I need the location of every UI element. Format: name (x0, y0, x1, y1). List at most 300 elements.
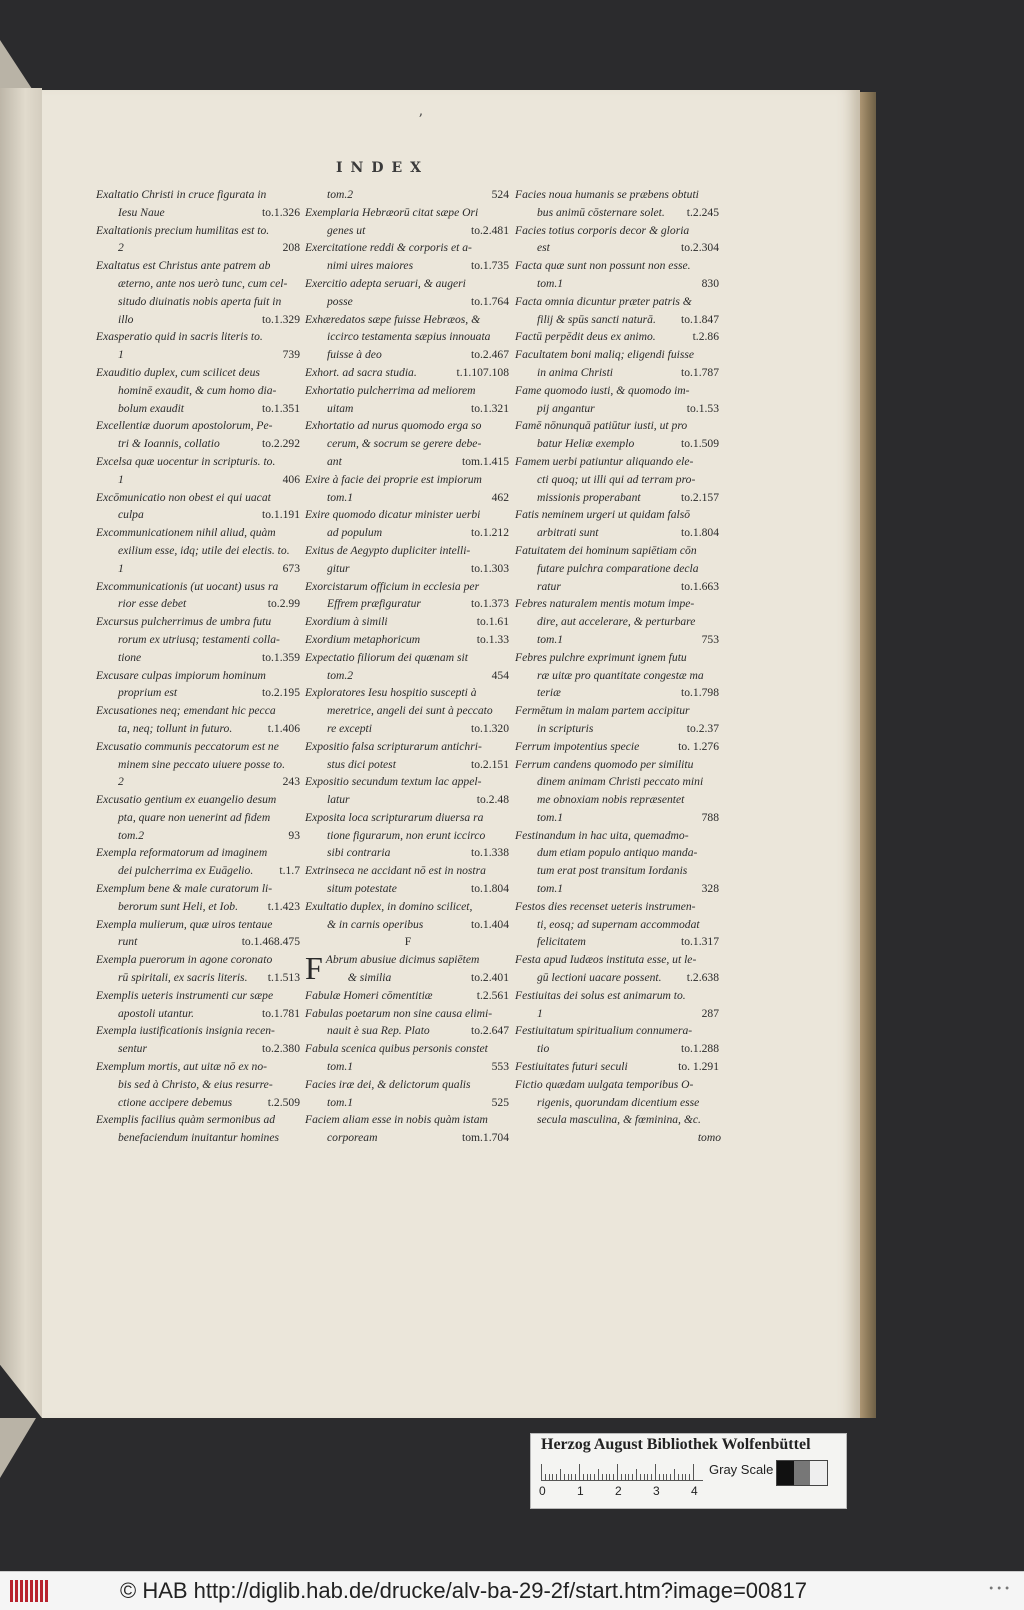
gray-swatch (776, 1460, 828, 1486)
ruler-tick (613, 1474, 614, 1480)
index-line: Exercitio adepta seruari, & augeri (305, 276, 466, 290)
index-line (326, 969, 511, 987)
index-entry-text: bolum exaudit (118, 401, 185, 415)
index-page-ref: to.1.329 (261, 312, 300, 326)
index-line: bis sed à Christo, & eius resurre- (118, 1077, 273, 1091)
index-line (96, 400, 302, 418)
index-line: Febres naturalem mentis motum impe- (515, 597, 695, 611)
index-line: Exemplaria Hebræorū citat sæpe Ori (305, 205, 479, 219)
index-line (515, 524, 721, 542)
ruler-tick (621, 1474, 622, 1480)
index-entry-text: teriæ (537, 686, 561, 700)
index-line (96, 435, 302, 453)
index-line (305, 364, 511, 382)
index-line: Fabula scenica quibus personis constet (305, 1042, 488, 1056)
index-entry-text: runt (118, 935, 138, 949)
index-page-ref: to.2.37 (686, 721, 719, 735)
index-line: Fictio quædam uulgata temporibus O- (515, 1077, 694, 1091)
index-page-ref: to.2.467 (470, 348, 509, 362)
index-column-2 (305, 186, 511, 1147)
index-line (515, 969, 721, 987)
ruler-tick (659, 1474, 660, 1480)
index-line: Festiuitas dei solus est animarum to. (515, 988, 686, 1002)
previous-page-edge (0, 88, 42, 1418)
index-line (305, 916, 511, 934)
index-page-ref: to.1.326 (261, 205, 300, 219)
index-page-ref: to.1.359 (261, 650, 300, 664)
index-page-ref: to. 1.291 (678, 1060, 719, 1074)
index-page-ref: to.2.401 (470, 971, 509, 985)
index-line: Exitus de Aegypto dupliciter intelli- (305, 543, 471, 557)
index-page-ref: to.1.33 (476, 632, 509, 646)
ruler-tick (587, 1474, 588, 1480)
index-line (96, 1005, 302, 1023)
index-line: Exaltatio Christi in cruce figurata in (96, 188, 267, 201)
index-line: futare pulchra comparatione decla (537, 561, 699, 575)
index-page-ref: to.1.804 (680, 526, 719, 540)
ruler-tick (545, 1474, 546, 1480)
ruler-tick (575, 1474, 576, 1480)
index-page-ref: 525 (491, 1095, 509, 1109)
index-line (96, 560, 302, 578)
index-line (305, 667, 511, 685)
index-page-ref: 673 (282, 561, 300, 575)
index-line (96, 969, 302, 987)
index-page-ref: to.1.468.475 (241, 935, 300, 949)
index-line: dum etiam populo antiquo manda- (537, 846, 698, 860)
ruler-tick (541, 1464, 542, 1480)
ruler-tick (579, 1464, 580, 1480)
ruler-tick (594, 1474, 595, 1480)
index-page-ref: 553 (491, 1060, 509, 1074)
index-line (305, 222, 511, 240)
index-line: Exemplis facilius quàm sermonibus ad (96, 1113, 276, 1127)
index-entry-text: pij angantur (537, 401, 595, 415)
index-line (515, 489, 721, 507)
index-line: tomo (697, 1131, 721, 1145)
index-entry-text: Effrem præfiguratur (327, 597, 421, 611)
index-line: Exempla mulierum, quæ uiros tentaue (96, 917, 273, 931)
ruler-tick (632, 1474, 633, 1480)
index-line (515, 328, 721, 346)
ruler-number: 1 (577, 1484, 584, 1498)
index-line: Festinandum in hac uita, quemadmo- (515, 828, 689, 842)
index-line: Exauditio duplex, cum scilicet deus (96, 365, 260, 379)
index-line (515, 364, 721, 382)
index-entry-text: tri & Ioannis, collatio (118, 437, 220, 451)
index-line: Fabulas poetarum non sine causa elimi- (305, 1006, 493, 1020)
more-options-icon[interactable]: ••• (988, 1584, 1012, 1595)
index-line (96, 595, 302, 613)
index-line: Exaltatus est Christus ante patrem ab (96, 259, 271, 273)
ruler-tick (678, 1474, 679, 1480)
index-page-ref: t.2.245 (686, 205, 719, 219)
scale-ruler (541, 1462, 703, 1481)
index-page-ref: to.1.847 (680, 312, 719, 326)
index-line: Exasperatio quid in sacris literis to. (96, 330, 263, 344)
index-entry-text: 2 (118, 775, 124, 789)
index-entry-text: & in carnis operibus (327, 917, 424, 931)
index-page-ref: to.1.303 (470, 561, 509, 575)
index-line: Facies totius corporis decor & gloria (515, 223, 690, 237)
index-line (515, 1005, 721, 1023)
index-entry-text: situm potestate (327, 882, 397, 896)
index-line: Faciem aliam esse in nobis quàm istam (305, 1113, 488, 1127)
index-line: Excelsa quæ uocentur in scripturis. to. (96, 454, 276, 468)
scale-title: Herzog August Bibliothek Wolfenbüttel (541, 1436, 811, 1453)
index-line: Fatis neminem urgeri ut quidam falsō (515, 508, 691, 522)
index-line (305, 453, 511, 471)
index-line (96, 720, 302, 738)
index-entry-text: proprium est (118, 686, 178, 700)
index-line (305, 346, 511, 364)
index-page-ref: to.2.48 (476, 793, 509, 807)
index-line: Excusationes neq; emendant hic pecca (96, 704, 276, 718)
ruler-tick (590, 1474, 591, 1480)
index-line: Facta omnia dicuntur præter patris & (515, 294, 692, 308)
page-top-mark: ʼ (418, 112, 423, 128)
index-entry-text: 2 (118, 241, 124, 255)
index-line: cerum, & socrum se gerere debe- (327, 437, 482, 451)
index-line: Excommunicationem nihil aliud, quàm (96, 526, 276, 540)
index-entry-text: batur Heliæ exemplo (537, 437, 635, 451)
index-line: Exempla reformatorum ad imaginem (96, 846, 268, 860)
index-page-ref: to.1.663 (680, 579, 719, 593)
index-line (96, 1094, 302, 1112)
ruler-tick (609, 1474, 610, 1480)
index-line: dinem animam Christi peccato mini (537, 775, 704, 789)
index-entry-text: tom.2 (327, 188, 354, 201)
index-line: cti quoq; ut illi qui ad terram pro- (537, 472, 696, 486)
index-entry-text: arbitrati sunt (537, 526, 599, 540)
index-line: Fermētum in malam partem accipitur (515, 704, 690, 718)
index-line: meretrice, angeli dei sunt à peccato (327, 704, 493, 718)
index-line: Facta quæ sunt non possunt non esse. (515, 259, 691, 273)
ruler-tick (636, 1469, 637, 1480)
index-line (96, 684, 302, 702)
index-line: Exorcistarum officium in ecclesia per (305, 579, 480, 593)
index-line: Febres pulchre exprimunt ignem futu (515, 650, 687, 664)
index-page-ref: t.1.423 (267, 899, 300, 913)
index-entry-text: 1 (118, 561, 124, 575)
index-line (96, 649, 302, 667)
index-entry-text: tom.1 (537, 276, 564, 290)
index-entry-text: berorum sunt Heli, et Iob. (118, 899, 239, 913)
index-page-ref: t.2.509 (267, 1095, 300, 1109)
index-line: Exhæredatos sæpe fuisse Hebræos, & (305, 312, 481, 326)
index-entry-text: felicitatem (537, 935, 586, 949)
index-line: Exhortatio ad nurus quomodo erga so (305, 419, 482, 433)
index-line (515, 204, 721, 222)
index-page-ref: t.1.107.108 (456, 365, 509, 379)
index-page-ref: to.1.338 (470, 846, 509, 860)
index-line: Expectatio filiorum dei quænam sit (305, 650, 468, 664)
hab-logo-icon (10, 1576, 56, 1606)
ruler-tick (583, 1474, 584, 1480)
index-entry-text: illo (118, 312, 134, 326)
index-line (305, 756, 511, 774)
index-line: Exire à facie dei proprie est impiorum (305, 472, 482, 486)
index-line: Expositio falsa scripturarum antichri- (305, 739, 482, 753)
index-entry-text: latur (327, 793, 350, 807)
index-line (305, 1022, 511, 1040)
ruler-tick (647, 1474, 648, 1480)
index-line: situdo diuinatis nobis aperta fuit in (118, 294, 282, 308)
index-entry-text: 1 (118, 472, 124, 486)
index-page-ref: 406 (282, 472, 300, 486)
index-line (305, 631, 511, 649)
index-line: exilium esse, idq; utile dei electis. to. (118, 543, 290, 557)
ruler-number: 4 (691, 1484, 698, 1498)
index-entry-text: ad populum (327, 526, 383, 540)
index-page-ref: t.2.561 (476, 988, 509, 1002)
index-entry-text: missionis properabant (537, 490, 641, 504)
index-entry-text: 1 (537, 1006, 543, 1020)
index-page-ref: to.1.320 (470, 721, 509, 735)
index-line (96, 827, 302, 845)
index-line (96, 862, 302, 880)
index-line: rigenis, quorundam dicentium esse (537, 1095, 700, 1109)
index-entry-text: genes ut (327, 223, 366, 237)
index-line: Exultatio duplex, in domino scilicet, (305, 899, 473, 913)
index-page-ref: 208 (282, 241, 300, 255)
index-entry-text: posse (327, 294, 353, 308)
index-line (515, 880, 721, 898)
index-page-ref: to.1.787 (680, 365, 719, 379)
index-line: minem sine peccato uiuere posse to. (118, 757, 285, 771)
index-entry-text: Festiuitates futuri seculi (515, 1060, 628, 1074)
index-entry-text: ant (327, 454, 342, 468)
index-entry-text: bus animū cōsternare solet. (537, 205, 665, 219)
index-line: Excursus pulcherrimus de umbra futu (96, 615, 272, 629)
index-line: Festiuitatum spiritualium connumera- (515, 1024, 693, 1038)
index-entry-text: tio (537, 1042, 550, 1056)
index-line: Festos dies recenset ueteris instrumen- (515, 899, 696, 913)
ruler-tick (552, 1474, 553, 1480)
index-line (305, 1129, 511, 1147)
index-page-ref: to.1.373 (470, 597, 509, 611)
index-line (515, 400, 721, 418)
index-line: Exercitatione reddi & corporis et a- (305, 241, 472, 255)
index-line (305, 1058, 511, 1076)
index-entry-text: Iesu Naue (118, 205, 165, 219)
index-line: Facultatem boni maliq; eligendi fuisse (515, 348, 695, 362)
index-line: æterno, ante nos uerò tunc, cum cel- (118, 276, 288, 290)
index-page-ref: to.1.212 (470, 526, 509, 540)
index-column-1 (96, 186, 302, 1147)
index-line: Exire quomodo dicatur minister uerbi (305, 508, 481, 522)
index-page-ref: to.1.798 (680, 686, 719, 700)
index-line: dire, aut accelerare, & perturbare (537, 615, 696, 629)
index-line: Excusatio communis peccatorum est ne (96, 739, 279, 753)
index-page-ref: 462 (491, 490, 509, 504)
index-entry-text: gū lectioni uacare possent. (537, 971, 662, 985)
index-line (96, 471, 302, 489)
ruler-tick (598, 1469, 599, 1480)
index-column-3 (515, 186, 721, 1147)
index-line (305, 791, 511, 809)
index-entry-text: Ferrum impotentius specie (515, 739, 640, 753)
index-line: Festa apud Iudæos instituta esse, ut le- (515, 953, 697, 967)
index-page-ref: to.1.781 (261, 1006, 300, 1020)
index-page-ref: to.2.151 (470, 757, 509, 771)
index-line: Fame quomodo iusti, & quomodo im- (515, 383, 690, 397)
index-line: Extrinseca ne accidant nō est in nostra (305, 864, 486, 878)
index-line: Exempla puerorum in agone coronato (96, 953, 273, 967)
index-line: Exposita loca scripturarum diuersa ra (305, 810, 484, 824)
index-line (305, 880, 511, 898)
index-line: Famem uerbi patiuntur aliquando ele- (515, 454, 694, 468)
index-page-ref: to.2.647 (470, 1024, 509, 1038)
index-page-ref: to.1.53 (686, 401, 719, 415)
index-line (305, 186, 511, 204)
index-line (305, 844, 511, 862)
index-line (96, 506, 302, 524)
index-entry-text: culpa (118, 508, 144, 522)
index-entry-text: Factū perpēdit deus ex animo. (515, 330, 656, 344)
ruler-tick (628, 1474, 629, 1480)
index-line (96, 311, 302, 329)
index-page-ref: t.2.638 (686, 971, 719, 985)
index-page-ref: 830 (701, 276, 719, 290)
index-line: Exemplum bene & male curatorum li- (96, 882, 273, 896)
index-page-ref: to.2.195 (261, 686, 300, 700)
index-line (96, 1040, 302, 1058)
index-line (305, 720, 511, 738)
index-entry-text: in anima Christi (537, 365, 614, 379)
index-line: hominē exaudit, & cum homo dia- (118, 383, 277, 397)
index-entry-text: tom.1 (327, 490, 354, 504)
index-page-ref: to.2.304 (680, 241, 719, 255)
index-entry-text: & similia (347, 971, 392, 985)
page-curl-bottom (0, 1418, 36, 1478)
index-entry-text: 1 (118, 348, 124, 362)
index-line: Famē nōnunquā patiūtur iusti, ut pro (515, 419, 688, 433)
index-page-ref: t.2.86 (692, 330, 719, 344)
index-entry-text: nimi uires maiores (327, 259, 414, 273)
footer-copyright-link[interactable]: © HAB http://diglib.hab.de/drucke/alv-ba-29-2f/start.htm?image=00817 (120, 1578, 807, 1603)
index-page-ref: to.2.99 (267, 597, 300, 611)
index-entry-text: apostoli utantur. (118, 1006, 195, 1020)
index-line: Ferrum candens quomodo per similitu (515, 757, 694, 771)
index-page-ref: 524 (491, 188, 509, 201)
ruler-tick (644, 1474, 645, 1480)
ruler-number: 3 (653, 1484, 660, 1498)
index-entry-text: tom.1 (537, 882, 564, 896)
index-line: Exemplis ueteris instrumenti cur sæpe (96, 988, 274, 1002)
ruler-tick (568, 1474, 569, 1480)
ruler-tick (571, 1474, 572, 1480)
index-page-ref: t.1.513 (267, 971, 300, 985)
index-entry-text: tom.2 (118, 828, 145, 842)
index-line (305, 293, 511, 311)
index-page-ref: 328 (701, 882, 719, 896)
index-page-ref: 788 (701, 810, 719, 824)
index-page-ref: t.1.7 (279, 864, 300, 878)
index-line (515, 684, 721, 702)
index-line (305, 987, 511, 1005)
index-line (305, 257, 511, 275)
index-entry-text: tom.2 (327, 668, 354, 682)
grayscale-label: Gray Scale (709, 1462, 774, 1477)
index-line: tum erat post transitum Iordanis (537, 864, 688, 878)
footer-bar (0, 1571, 1024, 1610)
index-entry-text: tom.1 (537, 810, 564, 824)
index-line: me obnoxiam nobis repræsentet (537, 793, 685, 807)
index-entry-text: fuisse à deo (327, 348, 382, 362)
index-page-ref: to.1.317 (680, 935, 719, 949)
color-scale-card (530, 1433, 847, 1509)
ruler-tick (549, 1474, 550, 1480)
index-line: ti, eosq; ad supernam accommodat (537, 917, 700, 931)
index-line: rorum ex utriusq; testamenti colla- (118, 632, 280, 646)
index-page-ref: to.1.404 (470, 917, 509, 931)
ruler-tick (651, 1474, 652, 1480)
ruler-tick (655, 1464, 656, 1480)
index-page-ref: to.2.292 (261, 437, 300, 451)
index-page-ref: to.1.735 (470, 259, 509, 273)
index-entry-text: tom.1 (327, 1095, 354, 1109)
running-head: INDEX (336, 160, 430, 176)
index-page-ref: 93 (288, 828, 300, 842)
index-line (96, 346, 302, 364)
index-page-ref: to.1.61 (476, 615, 509, 629)
ruler-tick (685, 1474, 686, 1480)
book-fore-edge (858, 92, 876, 1418)
index-line: benefaciendum inuitantur homines (118, 1131, 279, 1145)
index-line (96, 933, 302, 951)
index-line (305, 613, 511, 631)
index-entry-text: rior esse debet (118, 597, 187, 611)
ruler-tick (602, 1474, 603, 1480)
ruler-tick (663, 1474, 664, 1480)
index-line (96, 898, 302, 916)
index-line: Excommunicationis (ut uocant) usus ra (96, 579, 279, 593)
index-page-ref: to.1.321 (470, 401, 509, 415)
index-entry-text: sentur (118, 1042, 147, 1056)
index-line (305, 489, 511, 507)
index-line: Excusatio gentium ex euangelio desum (96, 793, 277, 807)
index-line: Expositio secundum textum lac appel- (305, 775, 482, 789)
index-line: Facies noua humanis se præbens obtuti (515, 188, 699, 201)
index-line (515, 809, 721, 827)
index-page-ref: to. 1.276 (678, 739, 719, 753)
ruler-tick (617, 1464, 618, 1480)
index-line: Exempla iustificationis insignia recen- (96, 1024, 275, 1038)
index-entry-text: in scripturis (537, 721, 594, 735)
index-entry-text: nauit è sua Rep. Plato (327, 1024, 430, 1038)
index-line (515, 933, 721, 951)
index-entry-text: Exhort. ad sacra studia. (305, 365, 417, 379)
index-line (305, 560, 511, 578)
index-entry-text: ctione accipere debemus (118, 1095, 233, 1109)
ruler-tick (564, 1474, 565, 1480)
index-line: Exploratores Iesu hospitio suscepti à (305, 686, 477, 700)
index-page-ref: 243 (282, 775, 300, 789)
index-line (515, 435, 721, 453)
ruler-number: 0 (539, 1484, 546, 1498)
index-line: Exhortatio pulcherrima ad meliorem (305, 383, 476, 397)
index-line (515, 1040, 721, 1058)
index-line (96, 773, 302, 791)
index-line (515, 239, 721, 257)
index-line: pta, quare non uenerint ad fidem (118, 810, 271, 824)
index-entry-text: sibi contraria (327, 846, 391, 860)
index-page-ref: to.1.288 (680, 1042, 719, 1056)
ruler-tick (556, 1474, 557, 1480)
index-line: Exemplum mortis, aut uitæ nō ex no- (96, 1060, 267, 1074)
ruler-tick (682, 1474, 683, 1480)
